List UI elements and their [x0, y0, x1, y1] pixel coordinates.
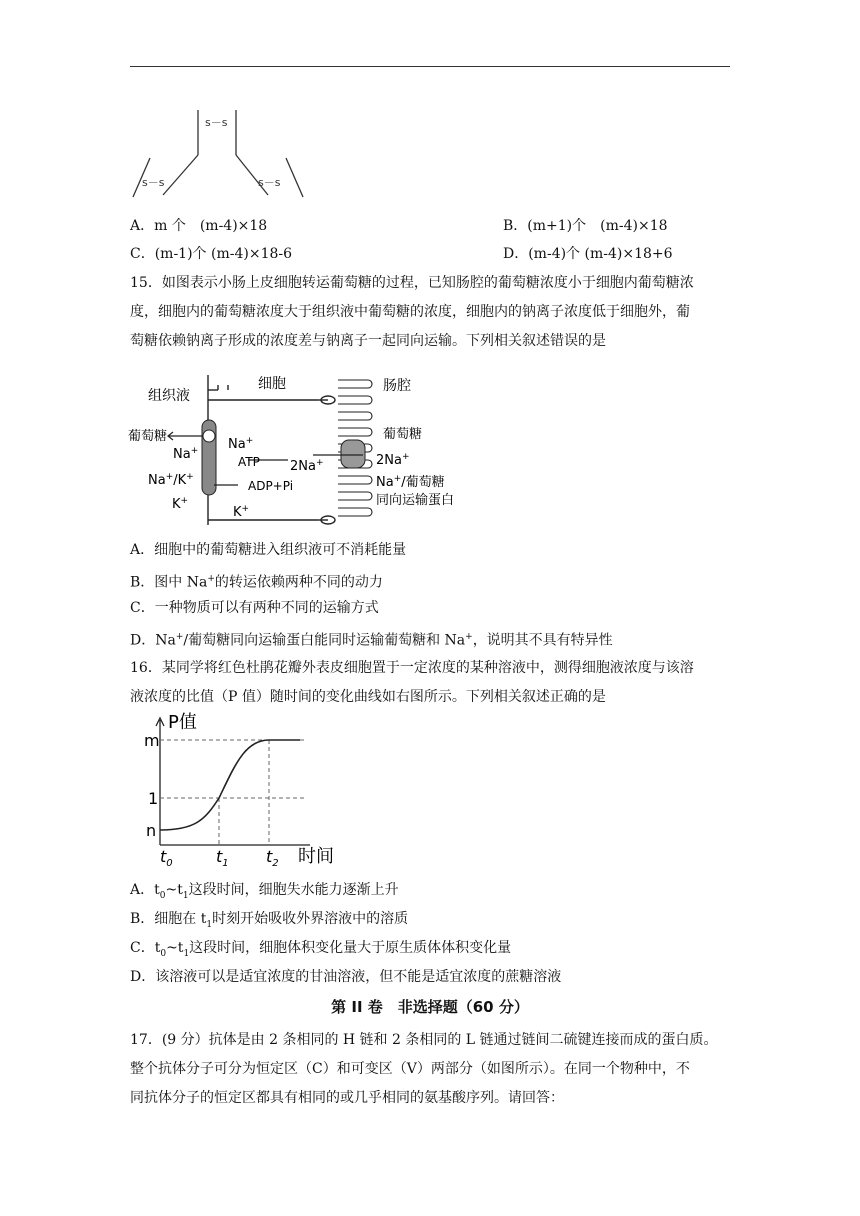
q14-option-c: C．(m-1)个 (m-4)×18-6	[130, 246, 293, 262]
q16-option-d: D．该溶液可以是适宜浓度的甘油溶液，但不能是适宜浓度的蔗糖溶液	[130, 969, 562, 985]
disulfide-figure	[128, 100, 318, 200]
guide-lines	[160, 740, 305, 845]
lumen-label: 肠腔	[383, 378, 411, 394]
q16-option-c: C．$t_0\sim t_1$这段时间，细胞体积变化量大于原生质体体积变化量	[130, 940, 512, 959]
y-tick-n: n	[146, 821, 157, 840]
cotransporter-label-2: 同向运输蛋白	[376, 493, 455, 508]
cotransporter-label-1: Na+/葡萄糖	[376, 474, 445, 490]
ss-bond-right: s－s	[258, 176, 281, 189]
p-value-chart	[140, 710, 360, 870]
glucose-right-label: 葡萄糖	[383, 427, 423, 442]
cell-label: 细胞	[258, 376, 286, 392]
x-tick-t1: $t_1$	[216, 847, 229, 869]
q14-option-d: D．(m-4)个 (m-4)×18+6	[503, 246, 673, 262]
q16-stem-line2: 液浓度的比值（P 值）随时间的变化曲线如右图所示。下列相关叙述正确的是	[130, 689, 606, 705]
q17-line2: 整个抗体分子可分为恒定区（C）和可变区（V）两部分（如图所示）。在同一个物种中，不	[130, 1061, 690, 1077]
y-tick-m: m	[144, 731, 160, 750]
q15-option-b: B．图中 Na+的转运依赖两种不同的动力	[130, 574, 383, 591]
q17-line1: 17．(9 分）抗体是由 2 条相同的 H 链和 2 条相同的 L 链通过链间二硫键连接而成的蛋白质。	[130, 1032, 718, 1048]
ss-bond-top: s－s	[205, 116, 228, 129]
k-left-label: K+	[172, 496, 189, 512]
q17-line3: 同抗体分子的恒定区都具有相同的或几乎相同的氨基酸序列。请回答：	[130, 1090, 564, 1106]
q16-option-a: A．$t_0\sim t_1$这段时间，细胞失水能力逐渐上升	[130, 882, 399, 901]
p-value-curve	[160, 740, 300, 830]
cotransporter	[341, 440, 365, 468]
q14-option-a: A．m 个 (m-4)×18	[130, 218, 268, 234]
ss-bond-left: s－s	[142, 176, 165, 189]
arrows	[168, 432, 363, 485]
q15-option-a: A．细胞中的葡萄糖进入组织液可不消耗能量	[130, 542, 407, 558]
y-tick-1: 1	[148, 789, 159, 808]
header-rule	[130, 66, 730, 67]
atp-label: ATP	[238, 455, 260, 469]
na-left-label: Na+	[173, 446, 199, 462]
two-na-right-label: 2Na+	[376, 452, 410, 468]
tissue-fluid-label: 组织液	[148, 388, 190, 404]
na-mid-label: Na+	[228, 436, 254, 452]
q15-option-d: D．Na+/葡萄糖同向运输蛋白能同时运输葡萄糖和 Na+，说明其不具有特异性	[130, 632, 613, 649]
x-tick-t0: $t_0$	[160, 847, 173, 869]
q16-option-b: B．细胞在 $t_1$时刻开始吸收外界溶液中的溶质	[130, 911, 409, 930]
q14-option-b: B．(m+1)个 (m-4)×18	[503, 218, 668, 234]
na-k-pump	[202, 420, 216, 495]
glucose-left-label: 葡萄糖	[128, 429, 168, 444]
q16-stem-line1: 16．某同学将红色杜鹃花瓣外表皮细胞置于一定浓度的某种溶液中，测得细胞液浓度与该溶	[130, 660, 694, 676]
x-axis-label: 时间	[298, 846, 334, 867]
y-axis-label: P值	[168, 712, 197, 733]
section-2-title: 第 II 卷 非选择题（60 分）	[331, 998, 529, 1016]
k-mid-label: K+	[233, 504, 250, 520]
q15-stem-line1: 15．如图表示小肠上皮细胞转运葡萄糖的过程，已知肠腔的葡萄糖浓度小于细胞内葡萄糖浓	[130, 275, 694, 291]
x-tick-t2: $t_2$	[266, 847, 279, 869]
two-na-left-label: 2Na+	[290, 458, 324, 474]
q15-stem-line2: 度，细胞内的葡萄糖浓度大于组织液中葡萄糖的浓度，细胞内的钠离子浓度低于细胞外，葡	[130, 304, 690, 320]
q15-stem-line3: 萄糖依赖钠离子形成的浓度差与钠离子一起同向运输。下列相关叙述错误的是	[130, 333, 606, 349]
na-k-label: Na+/K+	[148, 472, 194, 488]
q15-option-c: C．一种物质可以有两种不同的运输方式	[130, 600, 379, 616]
glucose-transport-figure	[128, 360, 488, 535]
adp-label: ADP+Pi	[248, 479, 294, 493]
